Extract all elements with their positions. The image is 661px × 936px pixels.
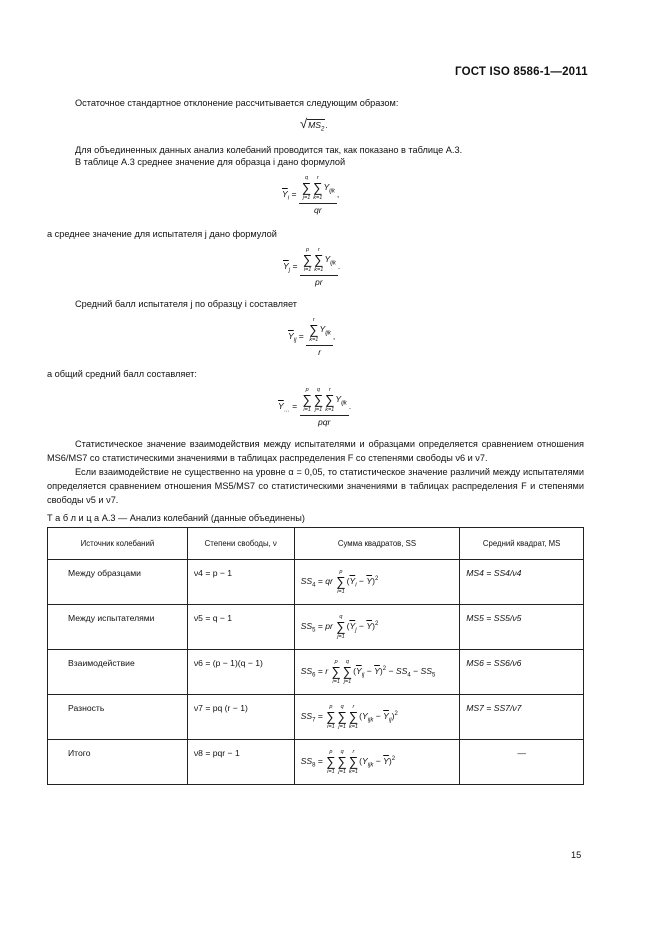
cell-df: ν7 = pq (r − 1) [187,695,294,740]
paragraph-assessor-sample-score: Средний балл испытателя j по образцу i составляет [75,299,298,309]
table-row [48,740,584,785]
cell-ss-formula: $SS_8$ = p ∑ i=1 q ∑ j=1 r ∑ k=1 $(Y_{ijk} - \overline{Y})^2$ [294,740,460,785]
cell-ms: — [460,740,584,785]
table-row [48,560,584,605]
cell-source: Между образцами [48,560,188,605]
cell-ss-formula: $SS_7$ = p ∑ i=1 q ∑ j=1 r ∑ k=1 $(Y_{ijk} - \overline{Y}_{ij})^2$ [294,695,460,740]
cell-df: ν4 = p − 1 [187,560,294,605]
formula-assessor-mean: $\overline{Y}_j$ = p ∑ i=1 r ∑ k=1 $Y_{ijk}$ pr . [283,247,341,287]
header-df: Степени свободы, ν [187,528,294,560]
cell-ms: MS7 = SS7/ν7 [460,695,584,740]
paragraph-combined-data: Для объединенных данных анализ колебаний проводится так, как показано в таблице А.3. [75,145,463,155]
cell-df: ν8 = pqr − 1 [187,740,294,785]
paragraph-assessor-difference: Если взаимодействие не существенно на уровне α = 0,05, то статистическое значение различий между испытателями определяется сравнением отношения MS5/MS7 со статистическими значениями в таблицах распределения F и степенями свободы ν5 и ν7. [47,467,584,505]
cell-source: Разность [48,695,188,740]
paragraph-sample-mean: В таблице А.3 среднее значение для образца i дано формулой [75,157,346,167]
formula-sqrt-ms2: $√MS_2$. [300,116,328,133]
table-caption: Т а б л и ц а А.3 — Анализ колебаний (данные объединены) [47,513,305,523]
paragraph-assessor-mean: а среднее значение для испытателя j дано формулой [47,229,277,239]
cell-ss-formula: $SS_4$ = qr p ∑ i=1 $(\overline{Y}_i - \overline{Y})^2$ [294,560,460,605]
table-row [48,695,584,740]
header-source: Источник колебаний [48,528,188,560]
paragraph-interaction-significance: Статистическое значение взаимодействия между испытателями и образцами определяется сравнением отношения MS6/MS7 со статистическими значениями в таблицах распределения F со степенями свободы ν6 и ν7. [47,439,584,463]
cell-ms: MS6 = SS6/ν6 [460,650,584,695]
cell-df: ν6 = (p − 1)(q − 1) [187,650,294,695]
cell-source: Итого [48,740,188,785]
standard-header: ГОСТ ISO 8586-1—2011 [455,66,588,78]
cell-source: Между испытателями [48,605,188,650]
formula-sample-mean: $\overline{Y}_i$ = q ∑ j=1 r ∑ k=1 $Y_{ijk}$ qr , [282,175,340,215]
cell-ms: MS4 = SS4/ν4 [460,560,584,605]
cell-df: ν5 = q − 1 [187,605,294,650]
cell-ss-formula: $SS_6 = r$ p ∑ i=1 q ∑ j=1 $(\overline{Y}_{ij} - \overline{Y})^2 - SS_4 - SS_5$ [294,650,460,695]
cell-ms: MS5 = SS5/ν5 [460,605,584,650]
paragraph-overall-mean: а общий средний балл составляет: [47,369,197,379]
formula-overall-mean: $\overline{Y}_\dots$ = p ∑ i=1 q ∑ j=1 r ∑ k=1 $Y_{ijk}$ pqr . [278,387,352,427]
page-number: 15 [571,850,582,860]
header-ms: Средний квадрат, MS [460,528,584,560]
paragraph-residual: Остаточное стандартное отклонение рассчитывается следующим образом: [75,98,399,108]
header-ss: Сумма квадратов, SS [294,528,460,560]
cell-source: Взаимодействие [48,650,188,695]
table-row [48,605,584,650]
table-header-row [48,528,584,560]
cell-ss-formula: $SS_5$ = pr q ∑ j=1 $(\overline{Y}_j - \overline{Y})^2$ [294,605,460,650]
formula-assessor-sample-mean: $\overline{Y}_{ij}$ = r ∑ k=1 $Y_{ijk}$ r , [288,317,336,357]
anova-table [47,527,584,785]
table-row [48,650,584,695]
